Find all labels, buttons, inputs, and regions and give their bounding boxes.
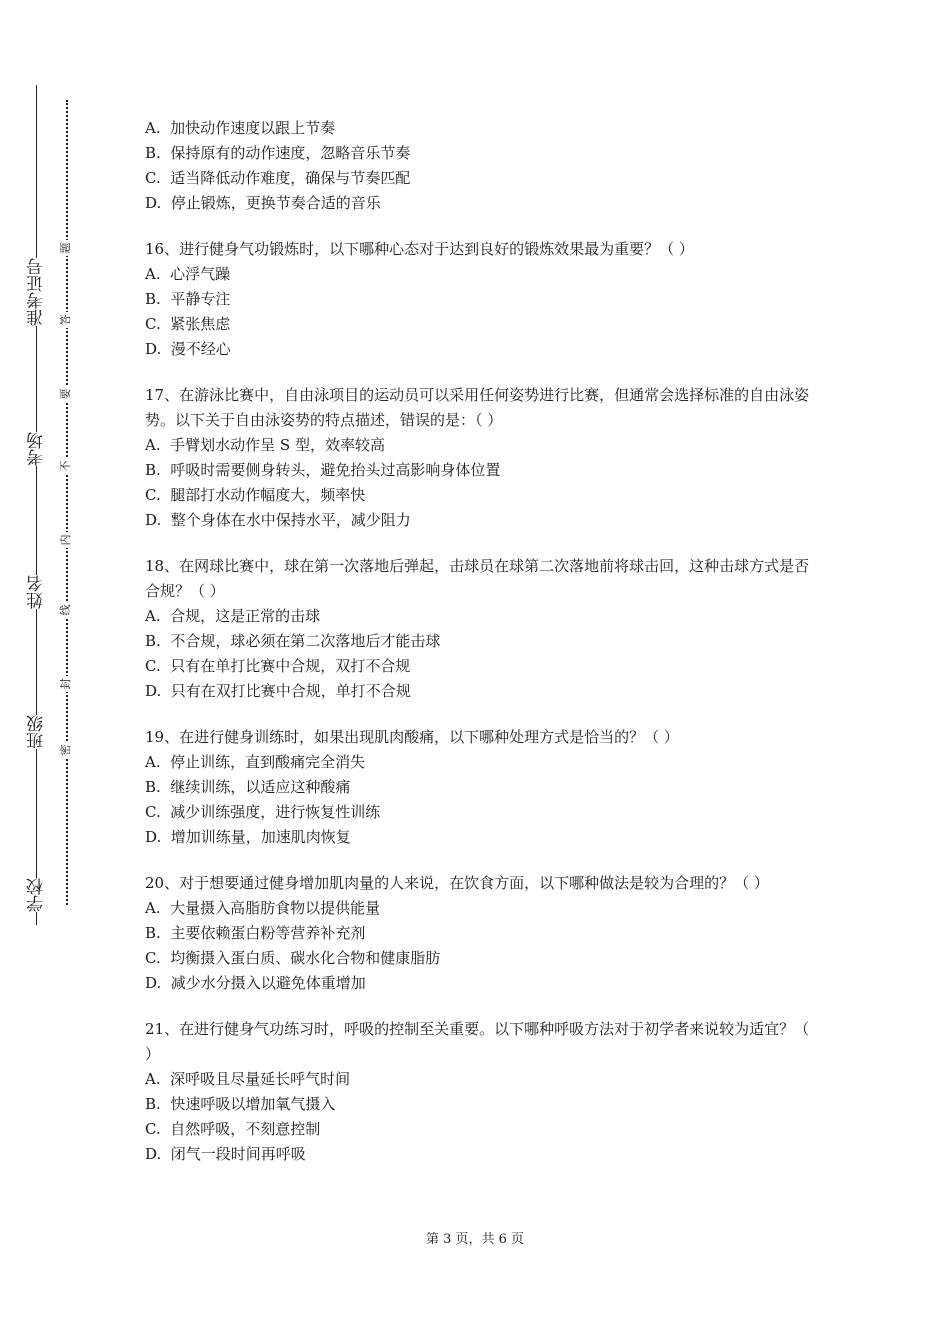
option-b: B. 继续训练，以适应这种酸痛: [145, 778, 351, 796]
option-a: A. 大量摄入高脂肪食物以提供能量: [145, 899, 381, 917]
option-c: C. 紧张焦虑: [145, 315, 231, 333]
seal-dotted-line: [66, 100, 68, 905]
question-16: [145, 237, 810, 362]
name-label: 姓名: [23, 575, 51, 609]
option-d: D. 增加训练量，加速肌肉恢复: [145, 828, 351, 846]
option-b: B. 不合规，球必须在第二次落地后才能击球: [145, 632, 441, 650]
seal-char: 答: [58, 312, 74, 328]
binding-margin: [0, 0, 110, 1344]
binding-solid-line: [36, 85, 37, 925]
question-18: [145, 554, 810, 704]
question-15-continued: [145, 116, 810, 216]
option-d: D. 漫不经心: [145, 340, 231, 358]
seal-char: 要: [58, 386, 74, 402]
question-stem: 16、进行健身气功锻炼时，以下哪种心态对于达到良好的锻炼效果最为重要？（ ）: [145, 240, 694, 258]
option-b: B. 呼吸时需要侧身转头，避免抬头过高影响身体位置: [145, 461, 501, 479]
seal-char: 不: [58, 458, 74, 474]
question-21: [145, 1017, 810, 1167]
page-number: 第 3 页，共 6 页: [425, 1232, 525, 1247]
option-c: C. 适当降低动作难度，确保与节奏匹配: [145, 169, 411, 187]
option-d: D. 减少水分摄入以避免体重增加: [145, 974, 366, 992]
seal-char: 封: [58, 676, 74, 692]
question-stem: 21、在进行健身气功练习时，呼吸的控制至关重要。以下哪种呼吸方法对于初学者来说较为适宜？（ ）: [145, 1020, 810, 1063]
exam-room-label: 考场: [23, 432, 51, 466]
option-c: C. 只有在单打比赛中合规，双打不合规: [145, 657, 411, 675]
question-stem: 19、在进行健身训练时，如果出现肌肉酸痛，以下哪种处理方式是恰当的？（ ）: [145, 728, 679, 746]
option-c: C. 均衡摄入蛋白质、碳水化合物和健康脂肪: [145, 949, 441, 967]
question-stem: 17、在游泳比赛中，自由泳项目的运动员可以采用任何姿势进行比赛，但通常会选择标准的自由泳姿势。以下关于自由泳姿势的特点描述，错误的是：（ ）: [145, 386, 810, 429]
seal-char: 内: [58, 532, 74, 548]
option-d: D. 停止锻炼，更换节奏合适的音乐: [145, 194, 381, 212]
seal-char: 题: [58, 240, 74, 256]
question-stem: 18、在网球比赛中，球在第一次落地后弹起，击球员在球第二次落地前将球击回，这种击球方式是否合规？（ ）: [145, 557, 810, 600]
question-stem: 20、对于想要通过健身增加肌肉量的人来说，在饮食方面，以下哪种做法是较为合理的？（ ）: [145, 874, 769, 892]
question-list: [145, 116, 810, 1188]
option-a: A. 停止训练，直到酸痛完全消失: [145, 753, 366, 771]
option-a: A. 深呼吸且尽量延长呼气时间: [145, 1070, 351, 1088]
option-d: D. 整个身体在水中保持水平，减少阻力: [145, 511, 411, 529]
option-c: C. 腿部打水动作幅度大，频率快: [145, 486, 366, 504]
option-c: C. 自然呼吸，不刻意控制: [145, 1120, 321, 1138]
exam-number-label: 准考证号: [23, 258, 51, 326]
question-19: [145, 725, 810, 850]
option-a: A. 手臂划水动作呈 S 型，效率较高: [145, 436, 385, 454]
option-b: B. 主要依赖蛋白粉等营养补充剂: [145, 924, 366, 942]
seal-char: 线: [58, 602, 74, 618]
option-d: D. 只有在双打比赛中合规，单打不合规: [145, 682, 411, 700]
option-b: B. 平静专注: [145, 290, 231, 308]
class-label: 班级: [23, 715, 51, 749]
option-a: A. 心浮气躁: [145, 265, 231, 283]
question-20: [145, 871, 810, 996]
option-b: B. 保持原有的动作速度，忽略音乐节奏: [145, 144, 411, 162]
option-b: B. 快速呼吸以增加氧气摄入: [145, 1095, 336, 1113]
school-label: 学校: [23, 878, 51, 912]
option-a: A. 加快动作速度以跟上节奏: [145, 119, 336, 137]
question-17: [145, 383, 810, 533]
option-d: D. 闭气一段时间再呼吸: [145, 1145, 306, 1163]
option-c: C. 减少训练强度，进行恢复性训练: [145, 803, 381, 821]
option-a: A. 合规，这是正常的击球: [145, 607, 321, 625]
seal-char: 密: [58, 742, 74, 758]
